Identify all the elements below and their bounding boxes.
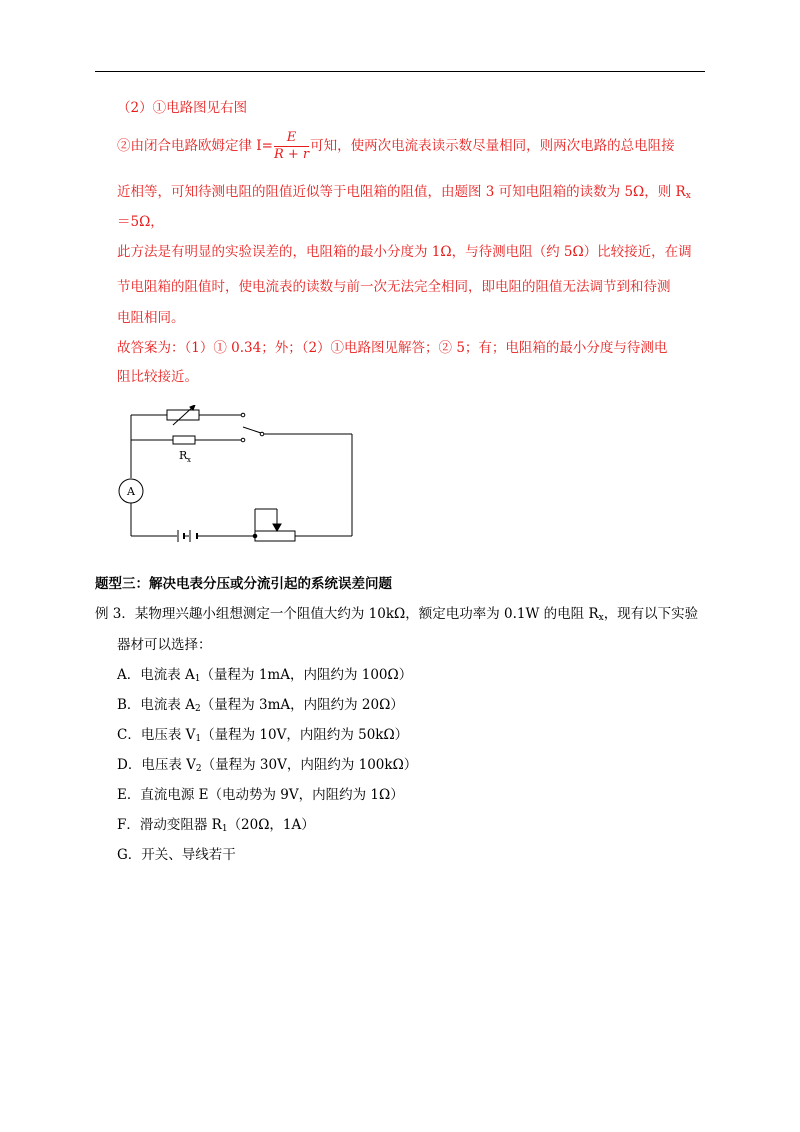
ammeter-label: A <box>127 485 135 498</box>
section-title-text: 题型三：解决电表分压或分流引起的系统误差问题 <box>95 576 392 592</box>
option-c-sub: 1 <box>195 734 202 744</box>
answer-error-line2 <box>117 278 671 296</box>
option-a-pre: A．电流表 A <box>117 667 195 683</box>
answer-line-result <box>117 213 164 231</box>
option-f <box>117 816 315 838</box>
option-b-pre: B．电流表 A <box>117 697 195 713</box>
final-answer-text-2: 阻比较接近。 <box>117 369 198 385</box>
example-text-post: ，现有以下实验 <box>603 606 699 622</box>
option-e <box>117 786 404 804</box>
option-e-pre: E．直流电源 E（电动势为 9V，内阻约为 1Ω） <box>117 787 404 803</box>
resistance-box-text: 近相等，可知待测电阻的阻值近似等于电阻箱的阻值，由题图 3 可知电阻箱的读数为 5Ω，则 R <box>117 184 686 200</box>
rx-label: R <box>179 449 188 462</box>
answer-line-resistance-box <box>117 183 691 205</box>
switch-pivot <box>260 432 264 436</box>
circuit-diagram <box>115 405 365 555</box>
rx-subscript: x <box>685 191 691 201</box>
ohm-law-fraction <box>274 130 309 163</box>
option-c-pre: C．电压表 V <box>117 727 196 743</box>
error-text-1: 此方法是有明显的实验误差的，电阻箱的最小分度为 1Ω，与待测电阻（约 5Ω）比较接近，在调 <box>117 244 692 260</box>
fraction-numerator: E <box>274 130 309 147</box>
example-rx-sub: x <box>598 613 604 623</box>
option-g-pre: G．开关、导线若干 <box>117 847 236 863</box>
switch-terminal-top <box>241 413 245 417</box>
example-text-2: 器材可以选择： <box>117 637 212 653</box>
answer-error-line3 <box>117 309 185 327</box>
answer-part2-title <box>117 99 247 117</box>
option-f-sub: 1 <box>221 824 228 834</box>
result-text: ＝5Ω， <box>117 214 164 230</box>
option-d-post: （量程为 30V，内阻约为 100kΩ） <box>201 757 418 773</box>
option-c <box>117 726 408 748</box>
option-a-post: （量程为 1mA，内阻约为 100Ω） <box>200 667 413 683</box>
option-c-post: （量程为 10V，内阻约为 50kΩ） <box>201 727 409 743</box>
error-text-3: 电阻相同。 <box>117 310 185 326</box>
option-a-sub: 1 <box>194 674 201 684</box>
option-d-pre: D．电压表 V <box>117 757 196 773</box>
option-d <box>117 756 417 778</box>
fraction-denominator: R + r <box>273 147 310 162</box>
option-b <box>117 696 404 718</box>
rheostat-slider-arrow <box>273 524 281 531</box>
switch-blade <box>243 427 261 433</box>
option-f-pre: F．滑动变阻器 R <box>117 817 222 833</box>
answer-error-line1 <box>117 243 692 261</box>
rheostat-junction <box>253 534 257 538</box>
ohm-law-prefix: ②由闭合电路欧姆定律 I= <box>117 138 273 154</box>
section-title <box>95 575 392 593</box>
option-g <box>117 846 236 864</box>
final-answer-text-1: 故答案为：（1）① 0.34；外；（2）①电路图见解答；② 5；有；电阻箱的最小分度与待测电 <box>117 340 668 356</box>
switch-terminal-bottom <box>241 438 245 442</box>
error-text-2: 节电阻箱的阻值时，使电流表的读数与前一次无法完全相同，即电阻的阻值无法调节到和待测 <box>117 279 671 295</box>
example-line2 <box>117 636 212 654</box>
ohm-law-suffix: 可知，使两次电流表读示数尽量相同，则两次电路的总电阻接 <box>310 138 675 154</box>
answer-part2-title-text: （2）①电路图见右图 <box>117 100 248 116</box>
answer-final-line1 <box>117 339 667 357</box>
example-line1 <box>95 605 698 627</box>
option-a <box>117 666 412 688</box>
rx-resistor-symbol <box>173 436 195 444</box>
option-b-sub: 2 <box>194 704 201 714</box>
rheostat-symbol <box>255 531 295 541</box>
header-rule <box>95 71 705 72</box>
answer-ohm-law-line <box>117 128 675 164</box>
option-d-sub: 2 <box>195 764 202 774</box>
example-text-pre: 例 3．某物理兴趣小组想测定一个阻值大约为 10kΩ，额定电功率为 0.1W 的电阻 R <box>95 606 599 622</box>
option-f-post: （20Ω，1A） <box>227 817 315 833</box>
resistance-box-symbol <box>167 410 199 420</box>
option-b-post: （量程为 3mA，内阻约为 20Ω） <box>200 697 404 713</box>
answer-final-line2 <box>117 368 198 386</box>
rx-label-sub: x <box>187 456 191 464</box>
